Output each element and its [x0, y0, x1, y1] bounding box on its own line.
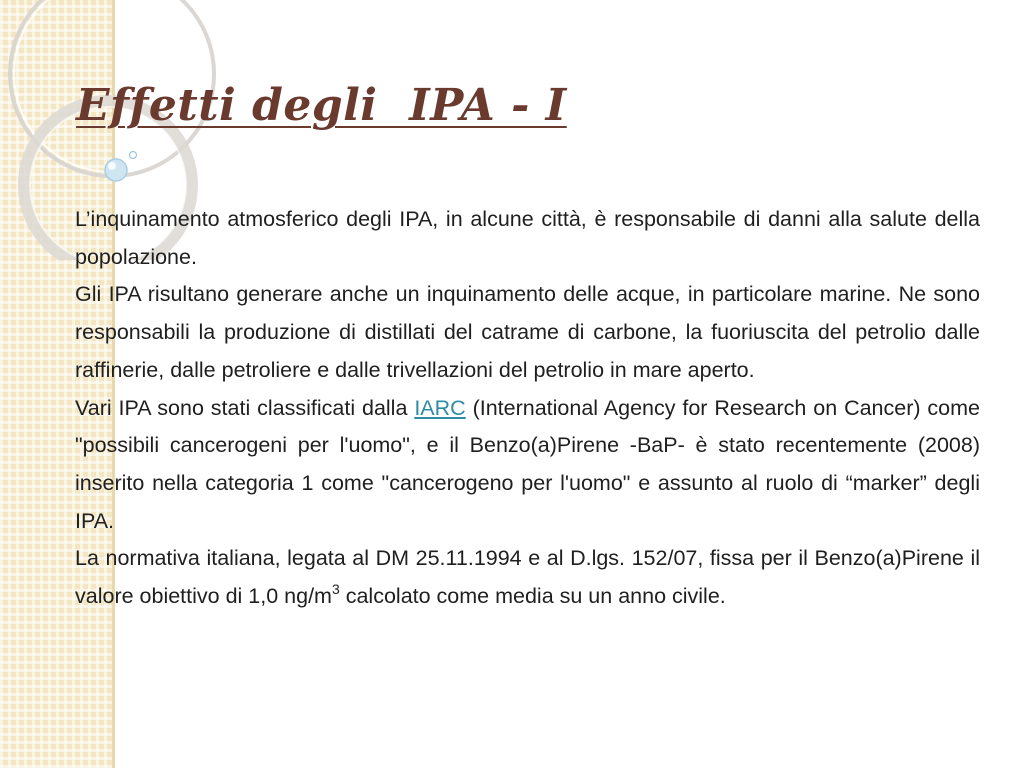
paragraph-iarc-text-after: (International Agency for Research on Cancer) come "possibili cancerogeni per l'uomo", e il Benzo(a)Pirene -BaP- è stato recentemente (2008) inserito nella categoria 1 come "cancerogeno per l'uomo" e assunto al ruolo di “marker” degli IPA.	[75, 395, 981, 533]
slide-body	[75, 201, 980, 616]
paragraph-regulation-text-before: La normativa italiana, legata al DM 25.11.1994 e al D.lgs. 152/07, fissa per il Benzo(a)Pirene il valore obiettivo di 1,0 ng/m	[75, 546, 980, 609]
paragraph-italian-regulation	[75, 540, 980, 615]
superscript-cubed: 3	[331, 580, 340, 597]
slide-title: Effetti degli IPA - I	[76, 80, 567, 131]
paragraph-iarc-text-before: Vari IPA sono stati classificati dalla	[75, 395, 415, 420]
paragraph-regulation-text-after: calcolato come media su un anno civile.	[339, 584, 726, 609]
iarc-link[interactable]: IARC	[414, 395, 466, 420]
paragraph-water-pollution: Gli IPA risultano generare anche un inquinamento delle acque, in particolare marine. Ne sono responsabili la produzione di distillati del catrame di carbone, la fuoriuscita del petrolio dalle raffinerie, dalle petroliere e dalle trivellazioni del petrolio in mare aperto.	[75, 282, 980, 382]
paragraph-air-pollution: L’inquinamento atmosferico degli IPA, in alcune città, è responsabile di danni alla salute della popolazione.	[75, 207, 980, 269]
paragraph-iarc-classification	[75, 390, 980, 541]
